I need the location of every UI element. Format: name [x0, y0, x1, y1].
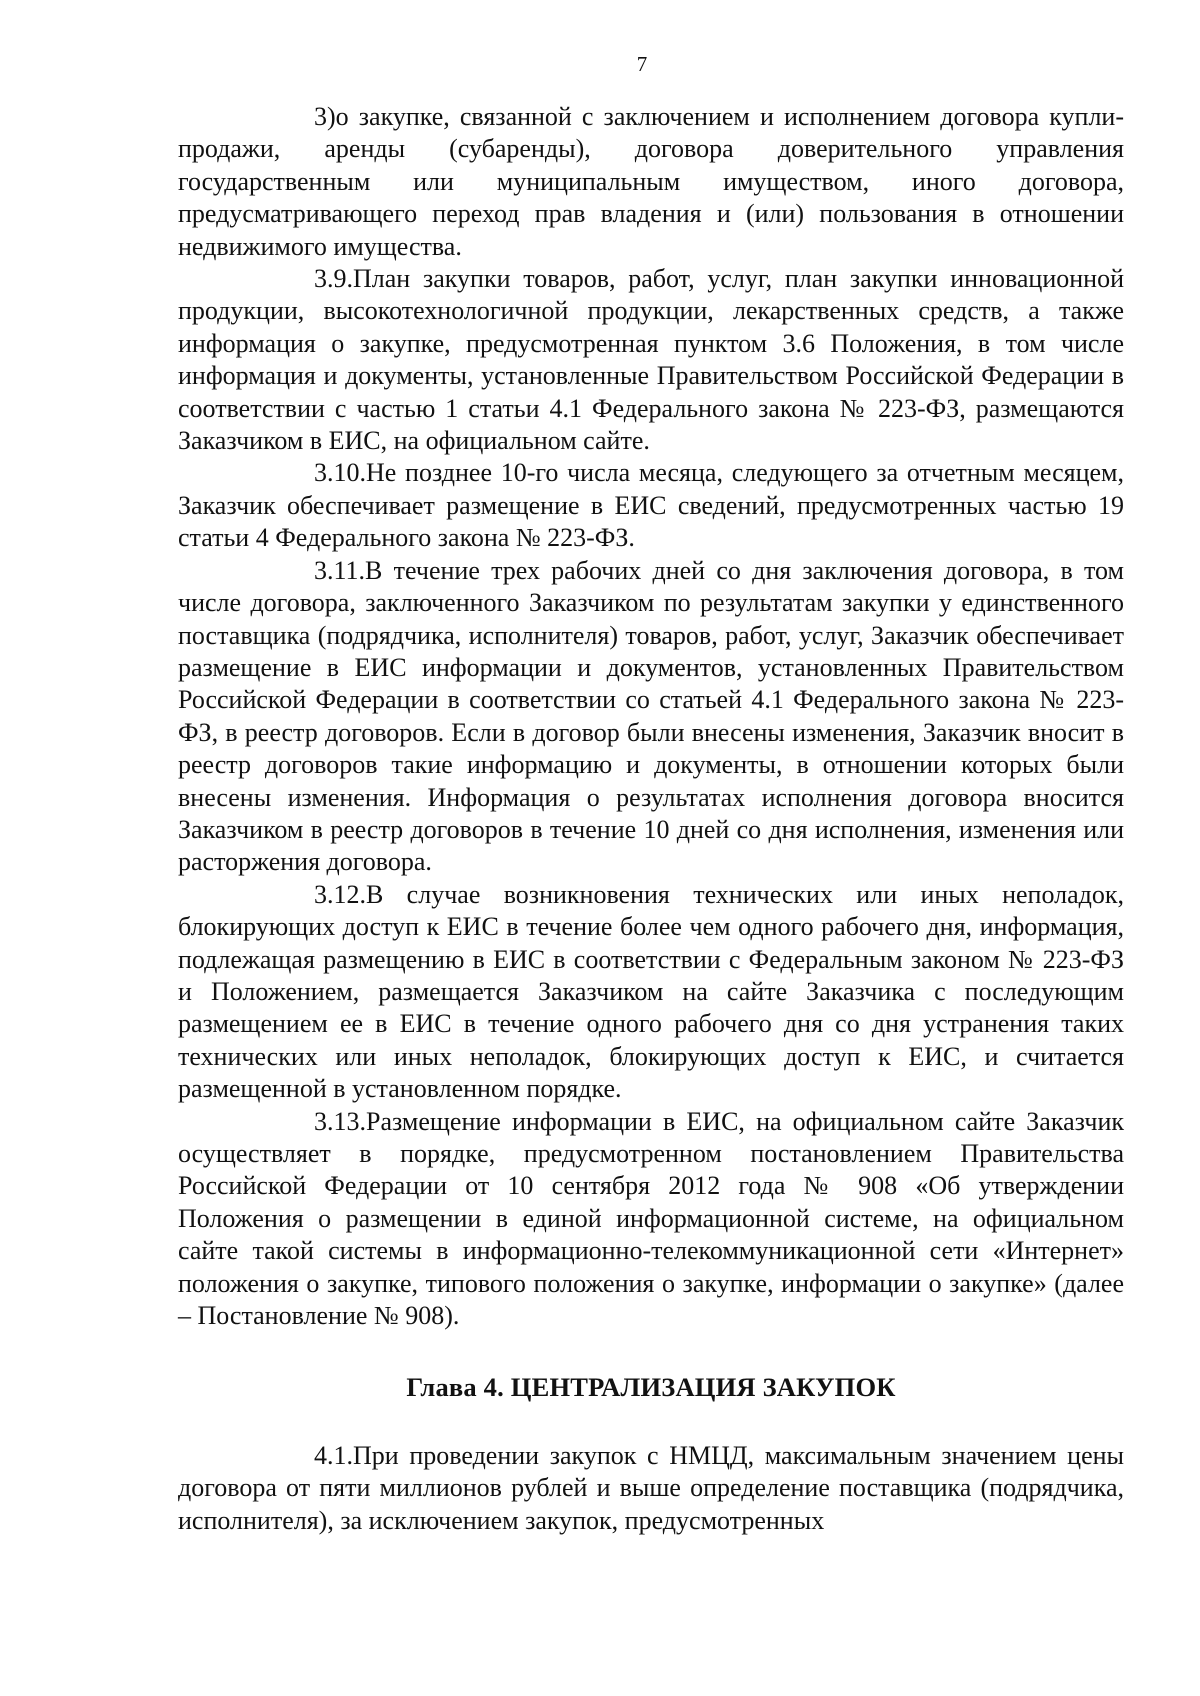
paragraph-number: 3.12. — [314, 879, 366, 909]
document-body — [178, 101, 1124, 1537]
paragraph-3-12 — [178, 879, 1124, 1106]
paragraph-3-11 — [178, 555, 1124, 879]
paragraph-text: В течение трех рабочих дней со дня заключения договора, в том числе договора, заключенного Заказчиком по результатам закупки у единственного поставщика (подрядчика, исполнителя) товаров, работ, услуг, Заказчик обеспечивает размещение в ЕИС информации и документов, установленных Правительством Российской Федерации в соответствии со статьей 4.1 Федерального закона № 223-ФЗ, в реестр договоров. Если в договор были внесены изменения, Заказчик вносит в реестр договоров такие информацию и документы, в отношении которых были внесены изменения. Информация о результатах исполнения договора вносится Заказчиком в реестр договоров в течение 10 дней со дня исполнения, изменения или расторжения договора. — [178, 555, 1124, 877]
paragraph-3-9 — [178, 263, 1124, 457]
paragraph-number: 3.9. — [314, 264, 353, 294]
paragraph-number: 3.11. — [314, 555, 366, 585]
paragraph-3-3 — [178, 101, 1124, 263]
paragraph-number: 3) — [314, 102, 336, 131]
paragraph-text: В случае возникновения технических или иных неполадок, блокирующих доступ к ЕИС в течение более чем одного рабочего дня, информация, подлежащая размещению в ЕИС в соответствии с Федеральным законом № 223-ФЗ и Положением, размещается Заказчиком на сайте Заказчика с последующим размещением ее в ЕИС в течение одного рабочего дня со дня устранения таких технических или иных неполадок, блокирующих доступ к ЕИС, и считается размещенной в установленном порядке. — [178, 879, 1124, 1104]
chapter-heading: Глава 4. ЦЕНТРАЛИЗАЦИЯ ЗАКУПОК — [406, 1372, 896, 1403]
paragraph-number: 4.1. — [314, 1440, 353, 1470]
paragraph-text: Размещение информации в ЕИС, на официальном сайте Заказчик осуществляет в порядке, предусмотренном постановлением Правительства Российской Федерации от 10 сентября 2012 года № 908 «Об утверждении Положения о размещении в единой информационной системе, на официальном сайте такой системы в информационно-телекоммуникационной сети «Интернет» положения о закупке, типового положения о закупке, информации о закупке» (далее – Постановление № 908). — [178, 1106, 1124, 1331]
paragraph-text: Не позднее 10-го числа месяца, следующего за отчетным месяцем, Заказчик обеспечивает размещение в ЕИС сведений, предусмотренных частью 19 статьи 4 Федерального закона № 223-ФЗ. — [178, 458, 1124, 553]
paragraph-4-1 — [178, 1440, 1124, 1537]
paragraph-3-10 — [178, 457, 1124, 554]
page-number: 7 — [636, 52, 648, 76]
paragraph-3-13 — [178, 1106, 1124, 1333]
paragraph-text: План закупки товаров, работ, услуг, план закупки инновационной продукции, высокотехнологичной продукции, лекарственных средств, а также информация о закупке, предусмотренная пунктом 3.6 Положения, в том числе информация и документы, установленные Правительством Российской Федерации в соответствии с частью 1 статьи 4.1 Федерального закона № 223-ФЗ, размещаются Заказчиком в ЕИС, на официальном сайте. — [178, 264, 1124, 456]
paragraph-number: 3.10. — [314, 458, 366, 488]
paragraph-text: При проведении закупок с НМЦД, максимальным значением цены договора от пяти миллионов рублей и выше определение поставщика (подрядчика, исполнителя), за исключением закупок, предусмотренных — [178, 1440, 1124, 1535]
paragraph-number: 3.13. — [314, 1106, 366, 1136]
paragraph-text: о закупке, связанной с заключением и исполнением договора купли-продажи, аренды (субаренды), договора доверительного управления государственным или муниципальным имуществом, иного договора, предусматривающего переход прав владения и (или) пользования в отношении недвижимого имущества. — [178, 102, 1124, 261]
